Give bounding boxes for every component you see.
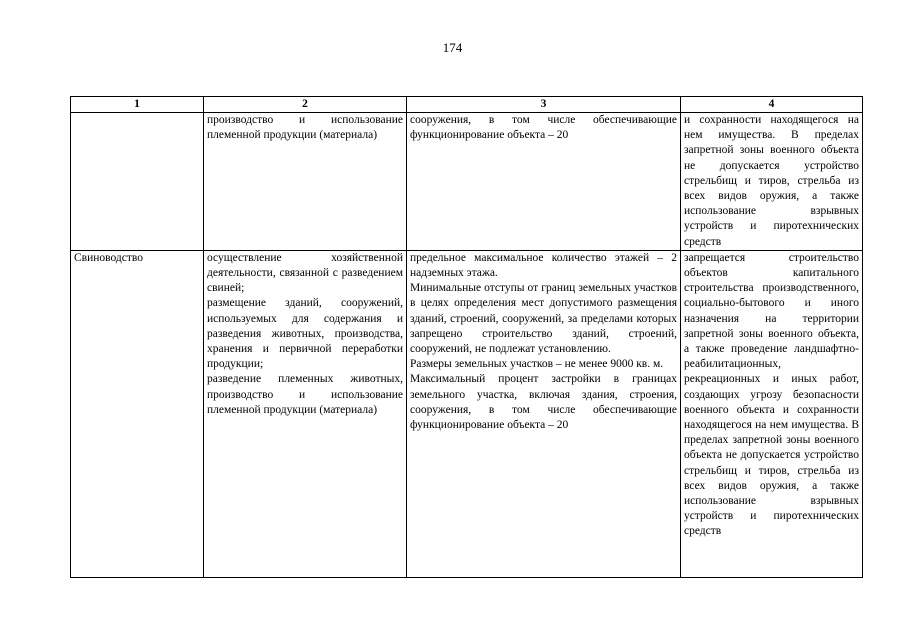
row1-col4	[681, 113, 863, 251]
row2-col3-para-1: предельное максимальное количество этажей – 2 надземных этажа.	[410, 251, 677, 280]
table-header-row	[71, 97, 863, 113]
row1-col2-text: производство и использование племенной продукции (материала)	[207, 114, 403, 142]
row2-col2-para-1: осуществление хозяйственной деятельности, связанной с разведением свиней;	[207, 251, 403, 295]
header-col-4: 4	[681, 97, 863, 113]
row2-col4	[681, 250, 863, 577]
row1-col4-text: и сохранности находящегося на нем имущества. В пределах запретной зоны военного объекта не допускается устройство стрельбищ и тиров, стрельба из всех видов оружия, а также использование взрывных устройств и пиротехнических средств	[684, 114, 859, 248]
row2-col3-para-4: Максимальный процент застройки в границах земельного участка, включая здания, строения, сооружения, в том числе обеспечивающие функционирование объекта – 20	[410, 373, 677, 432]
table-row	[71, 250, 863, 577]
row2-col2-para-2: размещение зданий, сооружений, используемых для содержания и разведения животных, производства, хранения и первичной переработки продукции;	[207, 297, 403, 371]
row2-col4-text: запрещается строительство объектов капитального строительства производственного, социально-бытового и иного назначения на территории запретной зоны военного объекта, а также проведение ландшафтно-реабилитационных, рекреационных и иных работ, создающих угрозу безопасности военного объекта и сохранности находящегося на нем имущества. В пределах запретной зоны военного объекта не допускается устройство стрельбищ и тиров, стрельба из всех видов оружия, а также использование взрывных устройств и пиротехнических средств	[684, 251, 859, 538]
header-col-3: 3	[407, 97, 681, 113]
row2-col3-para-2: Минимальные отступы от границ земельных участков в целях определения мест допустимого размещения зданий, строений, сооружений, за пределами которых запрещено строительство зданий, строений, сооружений, не подлежат установлению.	[410, 282, 677, 356]
row2-col3-para-3: Размеры земельных участков – не менее 9000 кв. м.	[410, 358, 664, 371]
row1-col3-text: сооружения, в том числе обеспечивающие функционирование объекта – 20	[410, 114, 677, 142]
row1-col3	[407, 113, 681, 251]
row2-col2	[204, 250, 407, 577]
header-col-1: 1	[71, 97, 204, 113]
zoning-table	[70, 96, 863, 578]
row1-col2	[204, 113, 407, 251]
table-row	[71, 113, 863, 251]
row1-col1	[71, 113, 204, 251]
row2-col2-para-3: разведение племенных животных, производство и использование племенной продукции (материала)	[207, 373, 403, 416]
page-number: 174	[442, 40, 463, 55]
row2-col3	[407, 250, 681, 577]
row2-col1: Свиноводство	[71, 250, 204, 577]
header-col-2: 2	[204, 97, 407, 113]
